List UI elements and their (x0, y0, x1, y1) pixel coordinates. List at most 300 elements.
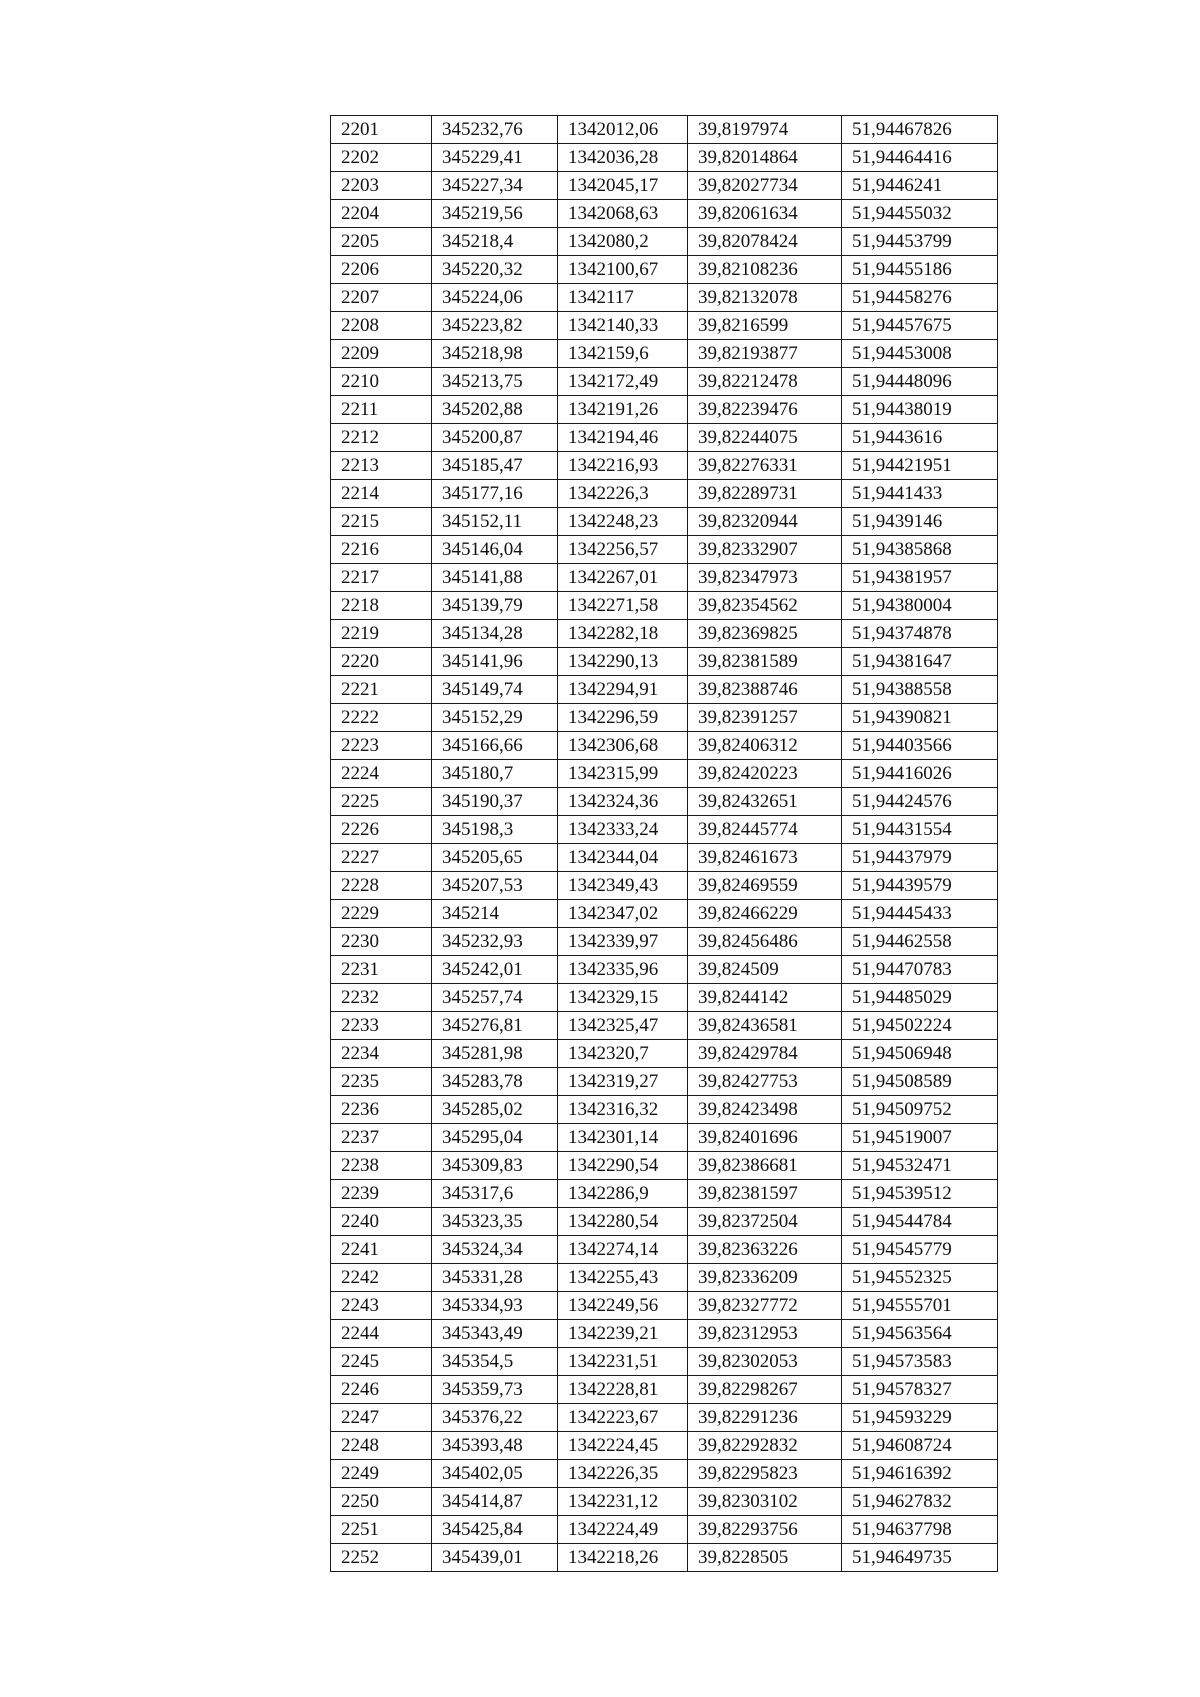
x-coordinate-cell: 345295,04 (432, 1124, 558, 1152)
y-coordinate-cell: 1342274,14 (558, 1236, 688, 1264)
x-coordinate-cell: 345146,04 (432, 536, 558, 564)
table-row (331, 396, 998, 424)
x-coordinate-cell: 345242,01 (432, 956, 558, 984)
table-row (331, 788, 998, 816)
table-row (331, 816, 998, 844)
point-number-cell: 2225 (331, 788, 432, 816)
longitude-cell: 51,94390821 (842, 704, 998, 732)
y-coordinate-cell: 1342286,9 (558, 1180, 688, 1208)
latitude-cell: 39,82381589 (688, 648, 842, 676)
y-coordinate-cell: 1342223,67 (558, 1404, 688, 1432)
latitude-cell: 39,82461673 (688, 844, 842, 872)
point-number-cell: 2207 (331, 284, 432, 312)
y-coordinate-cell: 1342329,15 (558, 984, 688, 1012)
latitude-cell: 39,82363226 (688, 1236, 842, 1264)
x-coordinate-cell: 345185,47 (432, 452, 558, 480)
longitude-cell: 51,94627832 (842, 1488, 998, 1516)
point-number-cell: 2247 (331, 1404, 432, 1432)
table-row (331, 116, 998, 144)
x-coordinate-cell: 345152,29 (432, 704, 558, 732)
longitude-cell: 51,94448096 (842, 368, 998, 396)
latitude-cell: 39,82327772 (688, 1292, 842, 1320)
y-coordinate-cell: 1342324,36 (558, 788, 688, 816)
longitude-cell: 51,94578327 (842, 1376, 998, 1404)
table-row (331, 1152, 998, 1180)
latitude-cell: 39,82132078 (688, 284, 842, 312)
point-number-cell: 2212 (331, 424, 432, 452)
table-row (331, 1096, 998, 1124)
latitude-cell: 39,82193877 (688, 340, 842, 368)
latitude-cell: 39,8216599 (688, 312, 842, 340)
latitude-cell: 39,82469559 (688, 872, 842, 900)
point-number-cell: 2205 (331, 228, 432, 256)
y-coordinate-cell: 1342267,01 (558, 564, 688, 592)
longitude-cell: 51,94455032 (842, 200, 998, 228)
longitude-cell: 51,94552325 (842, 1264, 998, 1292)
y-coordinate-cell: 1342339,97 (558, 928, 688, 956)
point-number-cell: 2232 (331, 984, 432, 1012)
latitude-cell: 39,82466229 (688, 900, 842, 928)
x-coordinate-cell: 345309,83 (432, 1152, 558, 1180)
latitude-cell: 39,82289731 (688, 480, 842, 508)
longitude-cell: 51,94573583 (842, 1348, 998, 1376)
longitude-cell: 51,94462558 (842, 928, 998, 956)
table-row (331, 1320, 998, 1348)
longitude-cell: 51,94403566 (842, 732, 998, 760)
x-coordinate-cell: 345324,34 (432, 1236, 558, 1264)
longitude-cell: 51,94509752 (842, 1096, 998, 1124)
x-coordinate-cell: 345190,37 (432, 788, 558, 816)
longitude-cell: 51,94519007 (842, 1124, 998, 1152)
longitude-cell: 51,94508589 (842, 1068, 998, 1096)
x-coordinate-cell: 345149,74 (432, 676, 558, 704)
table-row (331, 1432, 998, 1460)
longitude-cell: 51,94388558 (842, 676, 998, 704)
y-coordinate-cell: 1342231,51 (558, 1348, 688, 1376)
x-coordinate-cell: 345152,11 (432, 508, 558, 536)
point-number-cell: 2236 (331, 1096, 432, 1124)
point-number-cell: 2221 (331, 676, 432, 704)
y-coordinate-cell: 1342224,49 (558, 1516, 688, 1544)
latitude-cell: 39,82239476 (688, 396, 842, 424)
longitude-cell: 51,94649735 (842, 1544, 998, 1572)
latitude-cell: 39,82427753 (688, 1068, 842, 1096)
point-number-cell: 2209 (331, 340, 432, 368)
longitude-cell: 51,94458276 (842, 284, 998, 312)
x-coordinate-cell: 345281,98 (432, 1040, 558, 1068)
point-number-cell: 2224 (331, 760, 432, 788)
x-coordinate-cell: 345232,93 (432, 928, 558, 956)
y-coordinate-cell: 1342226,35 (558, 1460, 688, 1488)
table-row (331, 340, 998, 368)
longitude-cell: 51,9443616 (842, 424, 998, 452)
point-number-cell: 2242 (331, 1264, 432, 1292)
table-row (331, 1460, 998, 1488)
point-number-cell: 2251 (331, 1516, 432, 1544)
latitude-cell: 39,82303102 (688, 1488, 842, 1516)
x-coordinate-cell: 345393,48 (432, 1432, 558, 1460)
y-coordinate-cell: 1342290,54 (558, 1152, 688, 1180)
y-coordinate-cell: 1342294,91 (558, 676, 688, 704)
point-number-cell: 2249 (331, 1460, 432, 1488)
x-coordinate-cell: 345219,56 (432, 200, 558, 228)
y-coordinate-cell: 1342226,3 (558, 480, 688, 508)
y-coordinate-cell: 1342335,96 (558, 956, 688, 984)
longitude-cell: 51,94467826 (842, 116, 998, 144)
y-coordinate-cell: 1342172,49 (558, 368, 688, 396)
y-coordinate-cell: 1342316,32 (558, 1096, 688, 1124)
y-coordinate-cell: 1342100,67 (558, 256, 688, 284)
longitude-cell: 51,94416026 (842, 760, 998, 788)
table-row (331, 928, 998, 956)
table-row (331, 648, 998, 676)
longitude-cell: 51,94438019 (842, 396, 998, 424)
x-coordinate-cell: 345213,75 (432, 368, 558, 396)
latitude-cell: 39,82406312 (688, 732, 842, 760)
longitude-cell: 51,94464416 (842, 144, 998, 172)
table-row (331, 256, 998, 284)
latitude-cell: 39,82014864 (688, 144, 842, 172)
y-coordinate-cell: 1342228,81 (558, 1376, 688, 1404)
y-coordinate-cell: 1342191,26 (558, 396, 688, 424)
longitude-cell: 51,94544784 (842, 1208, 998, 1236)
point-number-cell: 2222 (331, 704, 432, 732)
y-coordinate-cell: 1342045,17 (558, 172, 688, 200)
point-number-cell: 2233 (331, 1012, 432, 1040)
point-number-cell: 2252 (331, 1544, 432, 1572)
latitude-cell: 39,82298267 (688, 1376, 842, 1404)
longitude-cell: 51,94616392 (842, 1460, 998, 1488)
latitude-cell: 39,82276331 (688, 452, 842, 480)
latitude-cell: 39,82456486 (688, 928, 842, 956)
longitude-cell: 51,94439579 (842, 872, 998, 900)
y-coordinate-cell: 1342068,63 (558, 200, 688, 228)
table-row (331, 144, 998, 172)
latitude-cell: 39,82347973 (688, 564, 842, 592)
table-row (331, 368, 998, 396)
latitude-cell: 39,8228505 (688, 1544, 842, 1572)
point-number-cell: 2227 (331, 844, 432, 872)
x-coordinate-cell: 345354,5 (432, 1348, 558, 1376)
x-coordinate-cell: 345180,7 (432, 760, 558, 788)
longitude-cell: 51,94374878 (842, 620, 998, 648)
point-number-cell: 2220 (331, 648, 432, 676)
latitude-cell: 39,8244142 (688, 984, 842, 1012)
x-coordinate-cell: 345376,22 (432, 1404, 558, 1432)
y-coordinate-cell: 1342256,57 (558, 536, 688, 564)
y-coordinate-cell: 1342248,23 (558, 508, 688, 536)
point-number-cell: 2219 (331, 620, 432, 648)
point-number-cell: 2228 (331, 872, 432, 900)
y-coordinate-cell: 1342320,7 (558, 1040, 688, 1068)
x-coordinate-cell: 345227,34 (432, 172, 558, 200)
table-row (331, 592, 998, 620)
table-row (331, 1348, 998, 1376)
longitude-cell: 51,94539512 (842, 1180, 998, 1208)
y-coordinate-cell: 1342080,2 (558, 228, 688, 256)
x-coordinate-cell: 345285,02 (432, 1096, 558, 1124)
x-coordinate-cell: 345177,16 (432, 480, 558, 508)
latitude-cell: 39,82292832 (688, 1432, 842, 1460)
longitude-cell: 51,94470783 (842, 956, 998, 984)
latitude-cell: 39,82108236 (688, 256, 842, 284)
x-coordinate-cell: 345402,05 (432, 1460, 558, 1488)
longitude-cell: 51,94485029 (842, 984, 998, 1012)
longitude-cell: 51,94424576 (842, 788, 998, 816)
table-row (331, 284, 998, 312)
point-number-cell: 2244 (331, 1320, 432, 1348)
x-coordinate-cell: 345323,35 (432, 1208, 558, 1236)
y-coordinate-cell: 1342280,54 (558, 1208, 688, 1236)
table-row (331, 1544, 998, 1572)
table-row (331, 424, 998, 452)
latitude-cell: 39,82027734 (688, 172, 842, 200)
longitude-cell: 51,9441433 (842, 480, 998, 508)
x-coordinate-cell: 345317,6 (432, 1180, 558, 1208)
latitude-cell: 39,82061634 (688, 200, 842, 228)
x-coordinate-cell: 345139,79 (432, 592, 558, 620)
y-coordinate-cell: 1342347,02 (558, 900, 688, 928)
y-coordinate-cell: 1342319,27 (558, 1068, 688, 1096)
latitude-cell: 39,82388746 (688, 676, 842, 704)
point-number-cell: 2215 (331, 508, 432, 536)
longitude-cell: 51,94453008 (842, 340, 998, 368)
x-coordinate-cell: 345205,65 (432, 844, 558, 872)
latitude-cell: 39,82320944 (688, 508, 842, 536)
point-number-cell: 2223 (331, 732, 432, 760)
point-number-cell: 2201 (331, 116, 432, 144)
point-number-cell: 2250 (331, 1488, 432, 1516)
latitude-cell: 39,82386681 (688, 1152, 842, 1180)
point-number-cell: 2231 (331, 956, 432, 984)
table-row (331, 844, 998, 872)
x-coordinate-cell: 345232,76 (432, 116, 558, 144)
table-row (331, 984, 998, 1012)
y-coordinate-cell: 1342349,43 (558, 872, 688, 900)
longitude-cell: 51,94593229 (842, 1404, 998, 1432)
longitude-cell: 51,94385868 (842, 536, 998, 564)
table-row (331, 1124, 998, 1152)
table-row (331, 536, 998, 564)
table-row (331, 732, 998, 760)
x-coordinate-cell: 345334,93 (432, 1292, 558, 1320)
table-row (331, 1208, 998, 1236)
table-row (331, 452, 998, 480)
point-number-cell: 2238 (331, 1152, 432, 1180)
longitude-cell: 51,94431554 (842, 816, 998, 844)
point-number-cell: 2204 (331, 200, 432, 228)
longitude-cell: 51,94437979 (842, 844, 998, 872)
x-coordinate-cell: 345202,88 (432, 396, 558, 424)
y-coordinate-cell: 1342290,13 (558, 648, 688, 676)
coordinates-table-body (331, 116, 998, 1572)
longitude-cell: 51,94457675 (842, 312, 998, 340)
table-row (331, 1292, 998, 1320)
x-coordinate-cell: 345343,49 (432, 1320, 558, 1348)
longitude-cell: 51,94532471 (842, 1152, 998, 1180)
latitude-cell: 39,8197974 (688, 116, 842, 144)
x-coordinate-cell: 345134,28 (432, 620, 558, 648)
y-coordinate-cell: 1342282,18 (558, 620, 688, 648)
table-row (331, 1236, 998, 1264)
longitude-cell: 51,94453799 (842, 228, 998, 256)
point-number-cell: 2230 (331, 928, 432, 956)
point-number-cell: 2235 (331, 1068, 432, 1096)
latitude-cell: 39,82429784 (688, 1040, 842, 1068)
latitude-cell: 39,82381597 (688, 1180, 842, 1208)
longitude-cell: 51,94502224 (842, 1012, 998, 1040)
table-row (331, 200, 998, 228)
x-coordinate-cell: 345166,66 (432, 732, 558, 760)
point-number-cell: 2241 (331, 1236, 432, 1264)
latitude-cell: 39,82436581 (688, 1012, 842, 1040)
point-number-cell: 2216 (331, 536, 432, 564)
y-coordinate-cell: 1342249,56 (558, 1292, 688, 1320)
point-number-cell: 2202 (331, 144, 432, 172)
y-coordinate-cell: 1342224,45 (558, 1432, 688, 1460)
longitude-cell: 51,94555701 (842, 1292, 998, 1320)
table-row (331, 1516, 998, 1544)
x-coordinate-cell: 345200,87 (432, 424, 558, 452)
table-row (331, 1180, 998, 1208)
x-coordinate-cell: 345224,06 (432, 284, 558, 312)
table-row (331, 1404, 998, 1432)
longitude-cell: 51,94545779 (842, 1236, 998, 1264)
table-row (331, 900, 998, 928)
longitude-cell: 51,9446241 (842, 172, 998, 200)
table-row (331, 620, 998, 648)
latitude-cell: 39,82401696 (688, 1124, 842, 1152)
table-row (331, 1040, 998, 1068)
point-number-cell: 2237 (331, 1124, 432, 1152)
longitude-cell: 51,94506948 (842, 1040, 998, 1068)
y-coordinate-cell: 1342239,21 (558, 1320, 688, 1348)
x-coordinate-cell: 345425,84 (432, 1516, 558, 1544)
point-number-cell: 2248 (331, 1432, 432, 1460)
x-coordinate-cell: 345359,73 (432, 1376, 558, 1404)
latitude-cell: 39,82432651 (688, 788, 842, 816)
table-row (331, 1264, 998, 1292)
y-coordinate-cell: 1342140,33 (558, 312, 688, 340)
point-number-cell: 2217 (331, 564, 432, 592)
latitude-cell: 39,82295823 (688, 1460, 842, 1488)
table-row (331, 508, 998, 536)
longitude-cell: 51,94563564 (842, 1320, 998, 1348)
y-coordinate-cell: 1342012,06 (558, 116, 688, 144)
point-number-cell: 2218 (331, 592, 432, 620)
y-coordinate-cell: 1342159,6 (558, 340, 688, 368)
point-number-cell: 2243 (331, 1292, 432, 1320)
point-number-cell: 2208 (331, 312, 432, 340)
table-row (331, 228, 998, 256)
point-number-cell: 2245 (331, 1348, 432, 1376)
table-row (331, 1488, 998, 1516)
latitude-cell: 39,82336209 (688, 1264, 842, 1292)
y-coordinate-cell: 1342218,26 (558, 1544, 688, 1572)
latitude-cell: 39,82420223 (688, 760, 842, 788)
point-number-cell: 2214 (331, 480, 432, 508)
point-number-cell: 2206 (331, 256, 432, 284)
table-row (331, 1068, 998, 1096)
latitude-cell: 39,82354562 (688, 592, 842, 620)
point-number-cell: 2211 (331, 396, 432, 424)
latitude-cell: 39,82312953 (688, 1320, 842, 1348)
longitude-cell: 51,94445433 (842, 900, 998, 928)
latitude-cell: 39,82293756 (688, 1516, 842, 1544)
longitude-cell: 51,9439146 (842, 508, 998, 536)
y-coordinate-cell: 1342344,04 (558, 844, 688, 872)
latitude-cell: 39,82244075 (688, 424, 842, 452)
y-coordinate-cell: 1342301,14 (558, 1124, 688, 1152)
table-row (331, 676, 998, 704)
point-number-cell: 2229 (331, 900, 432, 928)
table-row (331, 956, 998, 984)
latitude-cell: 39,82291236 (688, 1404, 842, 1432)
x-coordinate-cell: 345214 (432, 900, 558, 928)
point-number-cell: 2210 (331, 368, 432, 396)
latitude-cell: 39,82372504 (688, 1208, 842, 1236)
longitude-cell: 51,94608724 (842, 1432, 998, 1460)
table-row (331, 1376, 998, 1404)
x-coordinate-cell: 345283,78 (432, 1068, 558, 1096)
latitude-cell: 39,82391257 (688, 704, 842, 732)
point-number-cell: 2203 (331, 172, 432, 200)
y-coordinate-cell: 1342194,46 (558, 424, 688, 452)
x-coordinate-cell: 345439,01 (432, 1544, 558, 1572)
table-row (331, 564, 998, 592)
latitude-cell: 39,82302053 (688, 1348, 842, 1376)
table-row (331, 480, 998, 508)
latitude-cell: 39,82332907 (688, 536, 842, 564)
latitude-cell: 39,82445774 (688, 816, 842, 844)
x-coordinate-cell: 345218,98 (432, 340, 558, 368)
y-coordinate-cell: 1342036,28 (558, 144, 688, 172)
table-row (331, 172, 998, 200)
x-coordinate-cell: 345141,88 (432, 564, 558, 592)
latitude-cell: 39,82212478 (688, 368, 842, 396)
x-coordinate-cell: 345198,3 (432, 816, 558, 844)
table-row (331, 872, 998, 900)
longitude-cell: 51,94380004 (842, 592, 998, 620)
x-coordinate-cell: 345218,4 (432, 228, 558, 256)
point-number-cell: 2246 (331, 1376, 432, 1404)
longitude-cell: 51,94381647 (842, 648, 998, 676)
latitude-cell: 39,82369825 (688, 620, 842, 648)
longitude-cell: 51,94381957 (842, 564, 998, 592)
y-coordinate-cell: 1342306,68 (558, 732, 688, 760)
latitude-cell: 39,82423498 (688, 1096, 842, 1124)
table-row (331, 760, 998, 788)
x-coordinate-cell: 345207,53 (432, 872, 558, 900)
y-coordinate-cell: 1342255,43 (558, 1264, 688, 1292)
x-coordinate-cell: 345276,81 (432, 1012, 558, 1040)
x-coordinate-cell: 345229,41 (432, 144, 558, 172)
longitude-cell: 51,94637798 (842, 1516, 998, 1544)
y-coordinate-cell: 1342296,59 (558, 704, 688, 732)
table-row (331, 704, 998, 732)
y-coordinate-cell: 1342333,24 (558, 816, 688, 844)
point-number-cell: 2239 (331, 1180, 432, 1208)
x-coordinate-cell: 345141,96 (432, 648, 558, 676)
y-coordinate-cell: 1342271,58 (558, 592, 688, 620)
point-number-cell: 2213 (331, 452, 432, 480)
x-coordinate-cell: 345414,87 (432, 1488, 558, 1516)
longitude-cell: 51,94421951 (842, 452, 998, 480)
point-number-cell: 2226 (331, 816, 432, 844)
y-coordinate-cell: 1342216,93 (558, 452, 688, 480)
table-row (331, 312, 998, 340)
x-coordinate-cell: 345331,28 (432, 1264, 558, 1292)
